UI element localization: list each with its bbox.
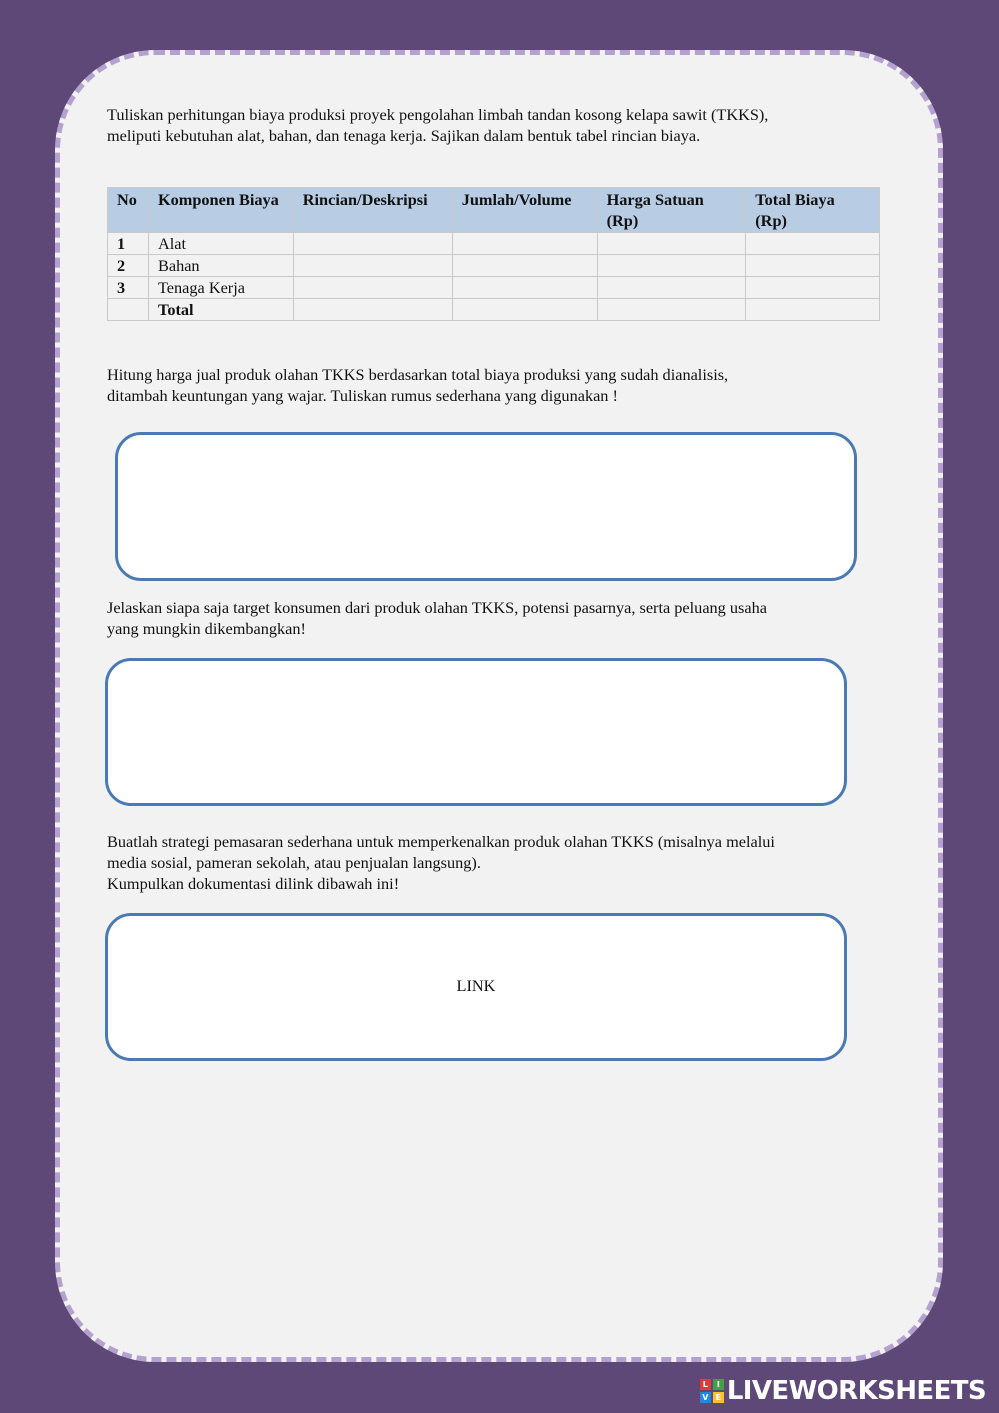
row-component: Bahan	[148, 255, 293, 277]
row-number: 1	[108, 233, 149, 255]
description-cell[interactable]	[293, 255, 452, 277]
selling-price-answer-box[interactable]	[115, 432, 857, 581]
header-volume: Jumlah/Volume	[452, 188, 597, 233]
logo-letter-e: E	[713, 1392, 724, 1403]
question-3-text: Jelaskan siapa saja target konsumen dari produk olahan TKKS, potensi pasarnya, serta peluang usaha yang mungkin dikembangkan!	[107, 598, 767, 638]
row-component: Total	[148, 299, 293, 321]
row-component: Alat	[148, 233, 293, 255]
total-cost-cell[interactable]	[746, 299, 880, 321]
row-number: 2	[108, 255, 149, 277]
documentation-link-box[interactable]	[105, 913, 847, 1061]
question-4-text: Buatlah strategi pemasaran sederhana untuk memperkenalkan produk olahan TKKS (misalnya melalui media sosial, pameran sekolah, atau penjualan langsung). Kumpulkan dokumentasi dilink dibawah ini!	[107, 832, 775, 893]
target-market-answer-box[interactable]	[105, 658, 847, 806]
cost-table	[107, 187, 880, 321]
header-component: Komponen Biaya	[148, 188, 293, 233]
brand-name: LIVEWORKSHEETS	[726, 1376, 986, 1406]
total-cost-cell[interactable]	[746, 233, 880, 255]
logo-letter-i: I	[713, 1379, 724, 1390]
table-row	[108, 277, 880, 299]
header-description: Rincian/Deskripsi	[293, 188, 452, 233]
description-cell[interactable]	[293, 277, 452, 299]
row-number: 3	[108, 277, 149, 299]
header-no: No	[108, 188, 149, 233]
question-1-text: Tuliskan perhitungan biaya produksi proyek pengolahan limbah tandan kosong kelapa sawit (TKKS), meliputi kebutuhan alat, bahan, dan tenaga kerja. Sajikan dalam bentuk tabel rincian biaya.	[107, 105, 769, 145]
logo-letter-l: L	[700, 1379, 711, 1390]
description-cell[interactable]	[293, 299, 452, 321]
row-number	[108, 299, 149, 321]
logo-letter-v: V	[700, 1392, 711, 1403]
unit-price-cell[interactable]	[597, 255, 746, 277]
volume-cell[interactable]	[452, 233, 597, 255]
unit-price-cell[interactable]	[597, 233, 746, 255]
total-cost-cell[interactable]	[746, 277, 880, 299]
header-total-cost: Total Biaya (Rp)	[746, 188, 880, 233]
logo-grid-icon	[700, 1379, 724, 1403]
description-cell[interactable]	[293, 233, 452, 255]
table-row	[108, 255, 880, 277]
link-label[interactable]: LINK	[456, 976, 496, 995]
volume-cell[interactable]	[452, 299, 597, 321]
question-2-text: Hitung harga jual produk olahan TKKS berdasarkan total biaya produksi yang sudah dianalisis, ditambah keuntungan yang wajar. Tuliskan rumus sederhana yang digunakan !	[107, 365, 729, 405]
volume-cell[interactable]	[452, 255, 597, 277]
total-cost-cell[interactable]	[746, 255, 880, 277]
unit-price-cell[interactable]	[597, 277, 746, 299]
unit-price-cell[interactable]	[597, 299, 746, 321]
liveworksheets-logo	[700, 1377, 986, 1405]
table-total-row	[108, 299, 880, 321]
header-unit-price: Harga Satuan (Rp)	[597, 188, 746, 233]
table-row	[108, 233, 880, 255]
row-component: Tenaga Kerja	[148, 277, 293, 299]
table-header-row	[108, 188, 880, 233]
volume-cell[interactable]	[452, 277, 597, 299]
